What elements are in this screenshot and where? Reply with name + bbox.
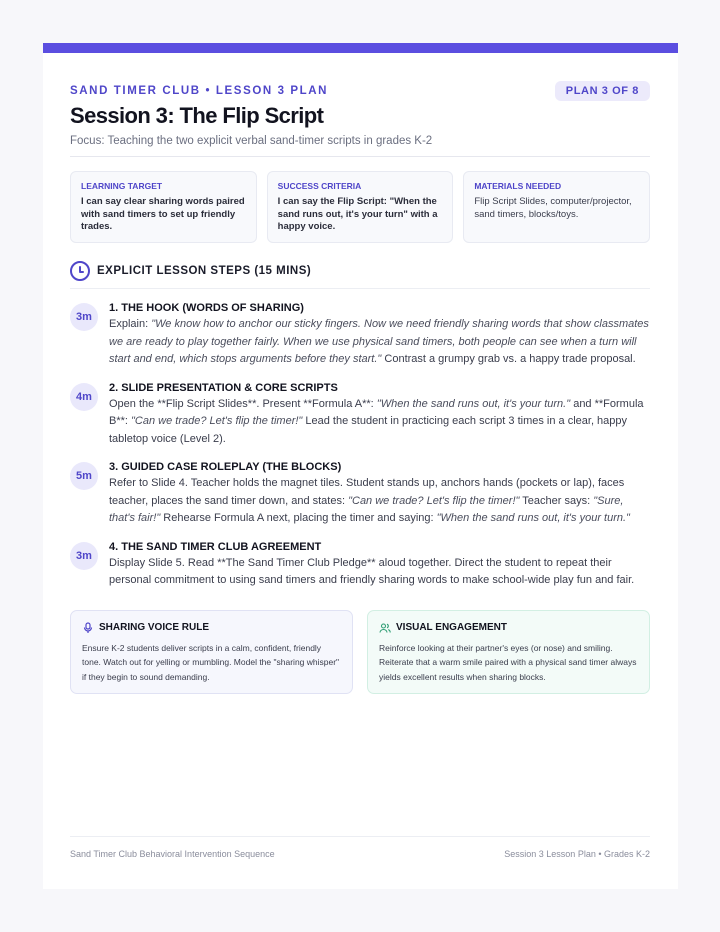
step-body <box>109 302 650 369</box>
step-item <box>70 382 650 449</box>
card-text: Flip Script Slides, computer/projector, sand timers, blocks/toys. <box>474 196 632 220</box>
script-quote: "Can we trade? Let's flip the timer!" <box>348 494 520 507</box>
microphone-icon <box>82 622 94 634</box>
script-quote: "Can we trade? Let's flip the timer!" <box>131 415 303 427</box>
clock-icon <box>70 261 90 281</box>
step-text-run: and **Formula B**: <box>109 397 644 427</box>
duration-badge: 5m <box>70 462 98 490</box>
step-text-run: Teacher says: <box>519 494 594 507</box>
steps-heading <box>70 261 650 281</box>
card-text: I can say the Flip Script: "When the sand runs out, it's your turn" with a happy voice. <box>277 196 438 232</box>
lesson-kicker: SAND TIMER CLUB • LESSON 3 PLAN <box>70 85 329 97</box>
success-criteria-card <box>267 171 454 243</box>
page-title: Session 3: The Flip Script <box>70 103 324 128</box>
materials-card <box>463 171 650 243</box>
step-item <box>70 541 650 590</box>
duration-badge: 3m <box>70 303 98 331</box>
users-icon <box>379 622 391 634</box>
footer-right: Session 3 Lesson Plan • Grades K-2 <box>504 849 650 859</box>
step-text-run: Contrast a grumpy grab vs. a happy trade proposal. <box>381 353 636 365</box>
duration-badge: 4m <box>70 383 98 411</box>
step-body <box>109 461 650 528</box>
step-text-run: Refer to Slide 4. Teacher holds the magnet tiles. Student stands up, anchors hands (pockets or lap), faces teacher, places the sand timer down, and states: <box>109 477 625 507</box>
box-text: Reinforce looking at their partner's eyes (or nose) and smiling. Reiterate that a warm smile paired with a physical sand timer always yields excellent results when sharing blocks. <box>379 642 637 682</box>
steps-title: EXPLICIT LESSON STEPS (15 MINS) <box>97 265 312 277</box>
step-body <box>109 382 650 449</box>
step-title: 1. THE HOOK (WORDS OF SHARING) <box>109 302 304 314</box>
step-text-run: Explain: <box>109 318 152 330</box>
step-text <box>109 475 650 528</box>
step-text <box>109 316 650 369</box>
lesson-header <box>70 53 650 157</box>
duration-badge: 3m <box>70 542 98 570</box>
step-text <box>109 555 650 590</box>
step-list <box>70 302 650 590</box>
step-title: 2. SLIDE PRESENTATION & CORE SCRIPTS <box>109 381 338 394</box>
step-title: 3. GUIDED CASE ROLEPLAY (THE BLOCKS) <box>109 461 342 473</box>
step-text-run: Open the **Flip Script Slides**. Present **Formula A**: <box>109 397 377 410</box>
step-text-run: Display Slide 5. Read **The Sand Timer Club Pledge** aloud together. Direct the student to repeat their personal commitment to using sand timers and friendly sharing words to make school-wide play fun and fair. <box>109 556 635 586</box>
visual-engagement-box <box>367 610 650 694</box>
script-quote: "Sure, that's fair!" <box>109 494 624 524</box>
page-content <box>70 53 650 694</box>
tip-boxes <box>70 610 650 694</box>
step-text-run: Lead the student in practicing each script 3 times in a clear, happy tabletop voice (Level 2). <box>109 415 628 445</box>
script-quote: "We know how to anchor our sticky fingers. Now we need friendly sharing words that show classmates we are ready to play together fairly. When we use physical sand timers, both people can see when a turn will start and end, which stops arguments before they start." <box>109 318 649 365</box>
script-quote: "When the sand runs out, it's your turn." <box>376 397 571 410</box>
card-label: LEARNING TARGET <box>81 181 163 191</box>
plan-badge: PLAN 3 OF 8 <box>555 81 650 101</box>
lesson-focus: Focus: Teaching the two explicit verbal sand-timer scripts in grades K-2 <box>70 135 433 147</box>
card-label: MATERIALS NEEDED <box>474 181 562 191</box>
objective-cards <box>70 171 650 243</box>
step-body <box>109 541 650 590</box>
card-label: SUCCESS CRITERIA <box>277 181 362 191</box>
divider <box>70 156 650 157</box>
box-header <box>379 622 638 634</box>
accent-bar <box>43 43 678 53</box>
page-footer <box>70 836 650 859</box>
divider <box>70 288 650 289</box>
box-title: VISUAL ENGAGEMENT <box>396 622 507 633</box>
step-item <box>70 302 650 369</box>
voice-rule-box <box>70 610 353 694</box>
learning-target-card <box>70 171 257 243</box>
step-title: 4. THE SAND TIMER CLUB AGREEMENT <box>109 540 322 553</box>
box-header <box>82 622 341 634</box>
card-text: I can say clear sharing words paired with sand timers to set up friendly trades. <box>81 196 245 232</box>
step-text <box>109 396 650 449</box>
box-title: SHARING VOICE RULE <box>99 622 210 633</box>
script-quote: "When the sand runs out, it's your turn." <box>436 512 630 524</box>
lesson-page <box>43 43 678 889</box>
step-text-run: Rehearse Formula A next, placing the timer and saying: <box>160 512 437 524</box>
step-item <box>70 461 650 528</box>
footer-left: Sand Timer Club Behavioral Intervention Sequence <box>70 849 275 859</box>
box-text: Ensure K-2 students deliver scripts in a calm, confident, friendly tone. Watch out for yelling or mumbling. Model the "sharing whisper" if they begin to sound demanding. <box>82 642 340 682</box>
